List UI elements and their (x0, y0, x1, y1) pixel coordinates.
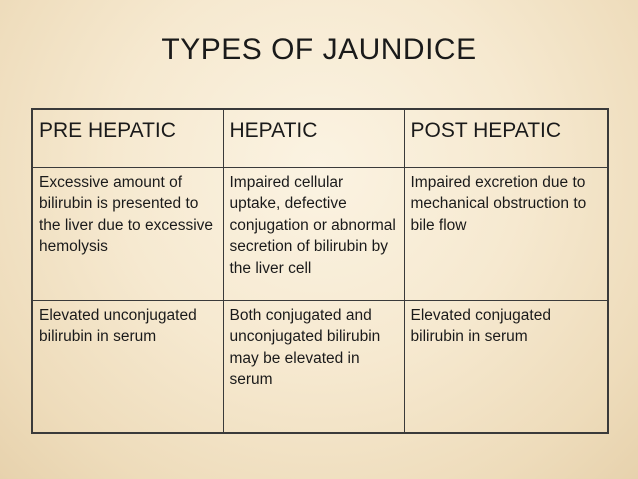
slide-title: TYPES OF JAUNDICE (161, 33, 477, 66)
jaundice-types-table (31, 108, 609, 434)
table-header-row (32, 109, 608, 167)
cell-hepatic-serum: Both conjugated and unconjugated bilirubin may be elevated in serum (223, 300, 404, 433)
header-post-hepatic: POST HEPATIC (404, 109, 608, 167)
cell-pre-hepatic-cause: Excessive amount of bilirubin is presented to the liver due to excessive hemolysis (32, 167, 223, 300)
cell-pre-hepatic-serum: Elevated unconjugated bilirubin in serum (32, 300, 223, 433)
table-row-serum (32, 300, 608, 433)
header-pre-hepatic: PRE HEPATIC (32, 109, 223, 167)
cell-post-hepatic-cause: Impaired excretion due to mechanical obstruction to bile flow (404, 167, 608, 300)
cell-post-hepatic-serum: Elevated conjugated bilirubin in serum (404, 300, 608, 433)
cell-hepatic-cause: Impaired cellular uptake, defective conjugation or abnormal secretion of bilirubin by the liver cell (223, 167, 404, 300)
header-hepatic: HEPATIC (223, 109, 404, 167)
table-row-cause (32, 167, 608, 300)
